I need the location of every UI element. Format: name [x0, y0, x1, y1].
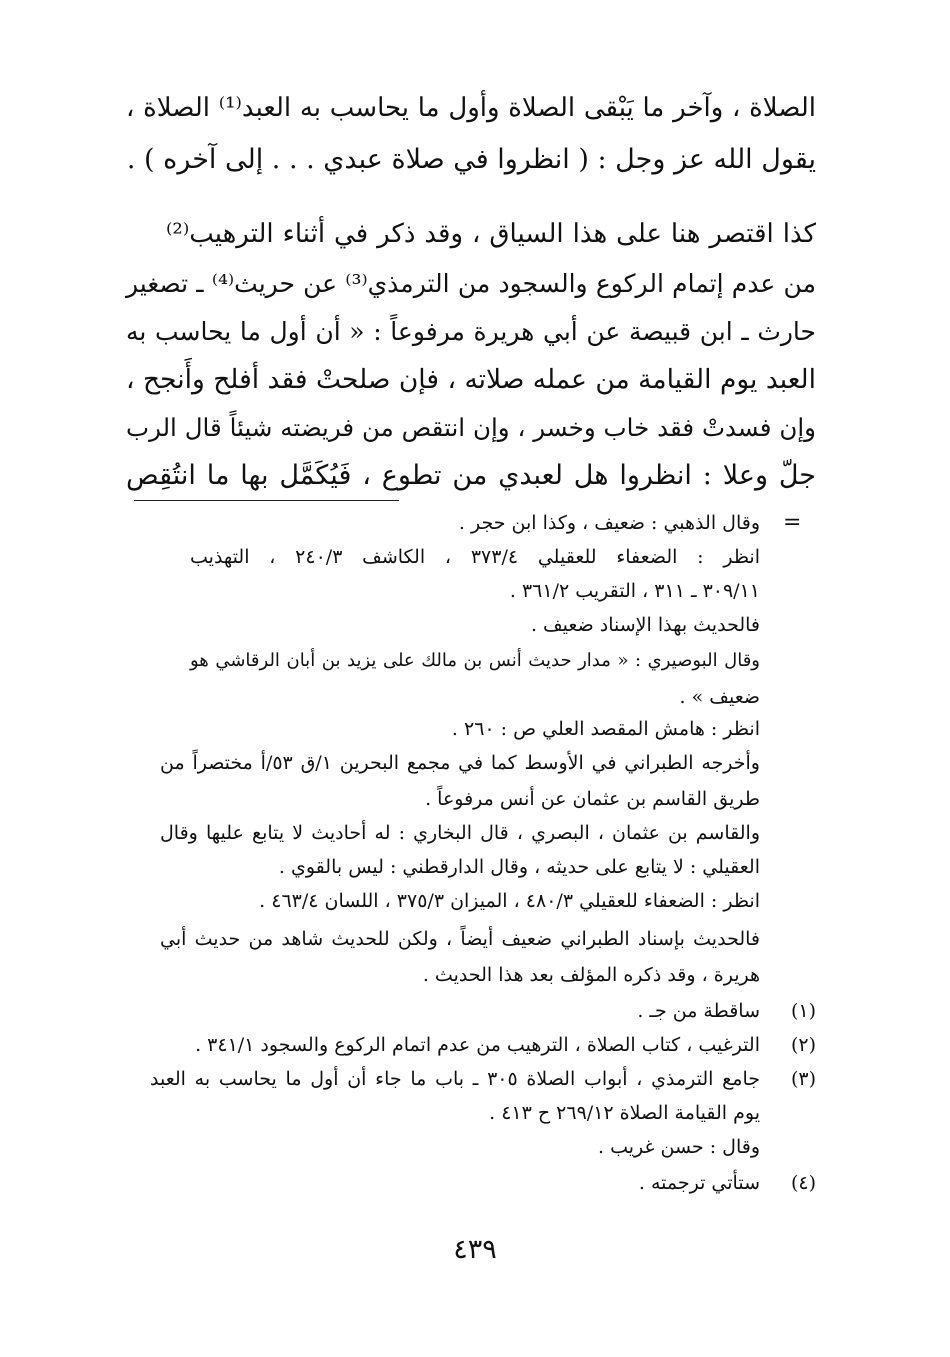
footnote-continuation-marker: = [783, 510, 802, 535]
footnote-separator [134, 500, 399, 501]
footnote-line: طريق القاسم بن عثمان عن أنس مرفوعاً . [425, 788, 760, 810]
footnote-line: العقيلي : لا يتابع على حديثه ، وقال الدارقطني : ليس بالقوي . [278, 856, 760, 878]
footnote-line: والقاسم بن عثمان ، البصري ، قال البخاري : له أحاديث لا يتابع عليها وقال [160, 822, 761, 844]
main-text-line: حارث ـ ابن قبيصة عن أبي هريرة مرفوعاً : « أن أول ما يحاسب به [126, 317, 816, 346]
footnote-text: الترغيب ، كتاب الصلاة ، الترهيب من عدم اتمام الركوع والسجود ٣٤١/١ . [195, 1034, 760, 1056]
main-text-line: جلّ وعلا : انظروا هل لعبدي من تطوع ، فَيُكَمَّل بها ما انتُقِص [126, 460, 816, 491]
footnote-text: وقال : حسن غريب . [598, 1136, 760, 1158]
footnote-line: هريرة ، وقد ذكره المؤلف بعد هذا الحديث . [422, 964, 760, 986]
footnote-text: ستأتي ترجمته . [638, 1172, 760, 1194]
footnote-line: انظر : هامش المقصد العلي ص : ٢٦٠ . [451, 718, 760, 740]
footnote-number: (٢) [790, 1034, 816, 1056]
page-number: ٤٣٩ [453, 1234, 497, 1265]
footnote-text: جامع الترمذي ، أبواب الصلاة ٣٠٥ ـ باب ما جاء أن أول ما يحاسب به العبد [150, 1068, 760, 1090]
main-text-line: من عدم إتمام الركوع والسجود من الترمذي⁽³⁾ عن حريث⁽⁴⁾ ـ تصغير [126, 269, 816, 298]
footnote-line: ضعيف » . [679, 686, 760, 708]
main-text-line: كذا اقتصر هنا على هذا السياق ، وقد ذكر في أثناء الترهيب⁽²⁾ [166, 219, 816, 249]
footnote-line: انظر : الضعفاء للعقيلي ٣٧٣/٤ ، الكاشف ٢٤٠/٣ ، التهذيب [190, 546, 760, 568]
main-text-line: وإن فسدتْ فقد خاب وخسر ، وإن انتقص من فريضته شيئاً قال الرب [126, 413, 816, 442]
footnote-text: ساقطة من جـ . [637, 1000, 760, 1022]
footnote-line: وأخرجه الطبراني في الأوسط كما في مجمع البحرين ١/ق ٥٣/أ مختصراً من [160, 752, 760, 774]
footnote-text: يوم القيامة الصلاة ٢٦٩/١٢ ح ٤١٣ . [489, 1102, 760, 1124]
footnote-line: وقال الذهبي : ضعيف ، وكذا ابن حجر . [458, 512, 760, 534]
main-text-line: العبد يوم القيامة من عمله صلاته ، فإن صلحتْ فقد أفلح وأَنجح ، [126, 364, 816, 395]
footnote-line: فالحديث بإسناد الطبراني ضعيف أيضاً ، ولكن للحديث شاهد من حديث أبي [160, 928, 760, 950]
footnote-number: (٤) [790, 1172, 816, 1194]
footnote-number: (١) [790, 1000, 816, 1022]
footnote-line: انظر : الضعفاء للعقيلي ٤٨٠/٣ ، الميزان ٣٧٥/٣ ، اللسان ٤٦٣/٤ . [259, 890, 760, 912]
footnote-line: ٣٠٩/١١ ـ ٣١١ ، التقريب ٣٦١/٢ . [509, 580, 760, 602]
main-text-line: الصلاة ، وآخر ما يَبْقى الصلاة وأول ما يحاسب به العبد⁽¹⁾ الصلاة ، [126, 93, 816, 123]
footnote-line: وقال البوصيري : « مدار حديث أنس بن مالك على يزيد بن أبان الرقاشي هو [190, 650, 760, 671]
footnote-line: فالحديث بهذا الإسناد ضعيف . [530, 614, 760, 636]
main-text-line: يقول الله عز وجل : ( انظروا في صلاة عبدي . . . إلى آخره ) . [126, 144, 816, 175]
footnote-number: (٣) [790, 1068, 816, 1090]
